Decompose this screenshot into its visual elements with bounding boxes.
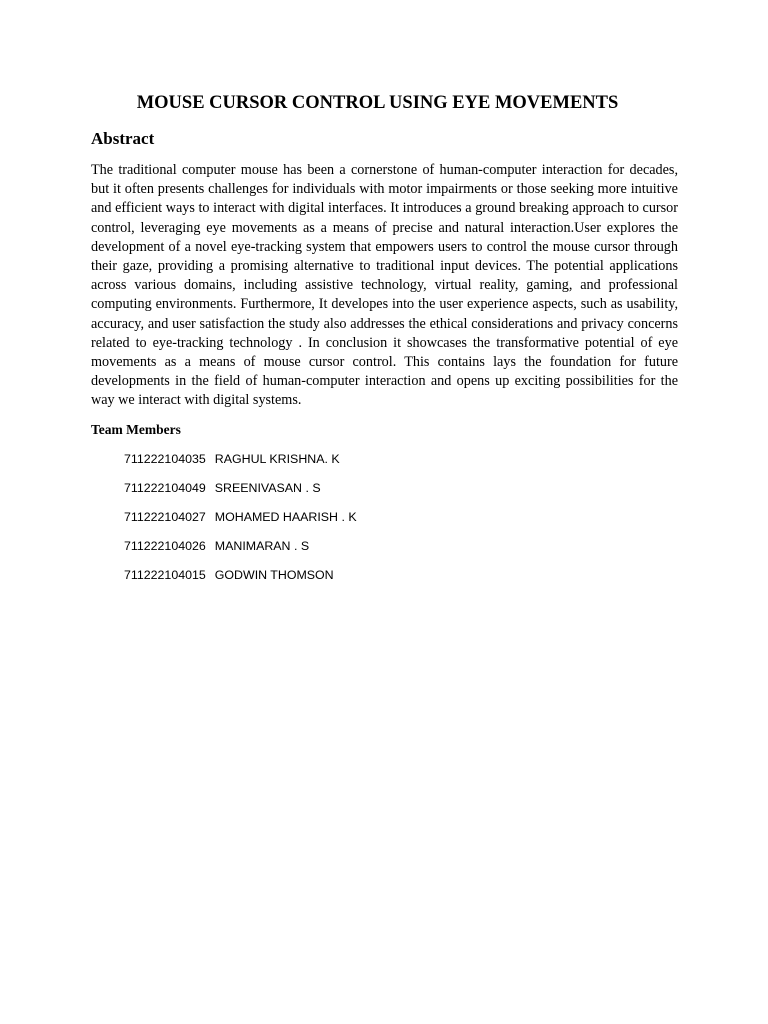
member-id: 711222104049 <box>124 481 206 495</box>
team-member <box>124 538 357 567</box>
member-id: 711222104026 <box>124 539 206 553</box>
member-name: RAGHUL KRISHNA. K <box>214 452 340 466</box>
member-name: MANIMARAN . S <box>214 539 310 553</box>
team-members-heading: Team Members <box>91 422 181 437</box>
member-name: GODWIN THOMSON <box>214 568 334 582</box>
team-member <box>124 451 357 480</box>
member-id: 711222104015 <box>124 568 206 582</box>
member-name: SREENIVASAN . S <box>214 481 321 495</box>
page-title: MOUSE CURSOR CONTROL USING EYE MOVEMENTS <box>136 93 619 113</box>
member-name: MOHAMED HAARISH . K <box>214 510 357 524</box>
member-id: 711222104035 <box>124 452 206 466</box>
team-member <box>124 567 357 596</box>
member-id: 711222104027 <box>124 510 206 524</box>
team-members-list <box>124 451 357 596</box>
team-member <box>124 480 357 509</box>
team-member <box>124 509 357 538</box>
abstract-heading: Abstract <box>91 129 155 148</box>
abstract-paragraph: The traditional computer mouse has been a cornerstone of human-computer interaction for decades, but it often presents challenges for individuals with motor impairments or those seeking more intuitive and efficient ways to interact with digital interfaces. It introduces a ground breaking approach to cursor control, leveraging eye movements as a means of precise and natural interaction.User explores the development of a novel eye-tracking system that empowers users to control the mouse cursor through their gaze, providing a promising alternative to traditional input devices. The potential applications across various domains, including assistive technology, virtual reality, gaming, and professional computing environments. Furthermore, It developes into the user experience aspects, such as usability, accuracy, and user satisfaction the study also addresses the ethical considerations and privacy concerns related to eye-tracking technology . In conclusion it showcases the transformative potential of eye movements as a means of mouse cursor control. This contains lays the foundation for future developments in the field of human-computer interaction and opens up exciting possibilities for the way we interact with digital systems. <box>91 162 678 409</box>
